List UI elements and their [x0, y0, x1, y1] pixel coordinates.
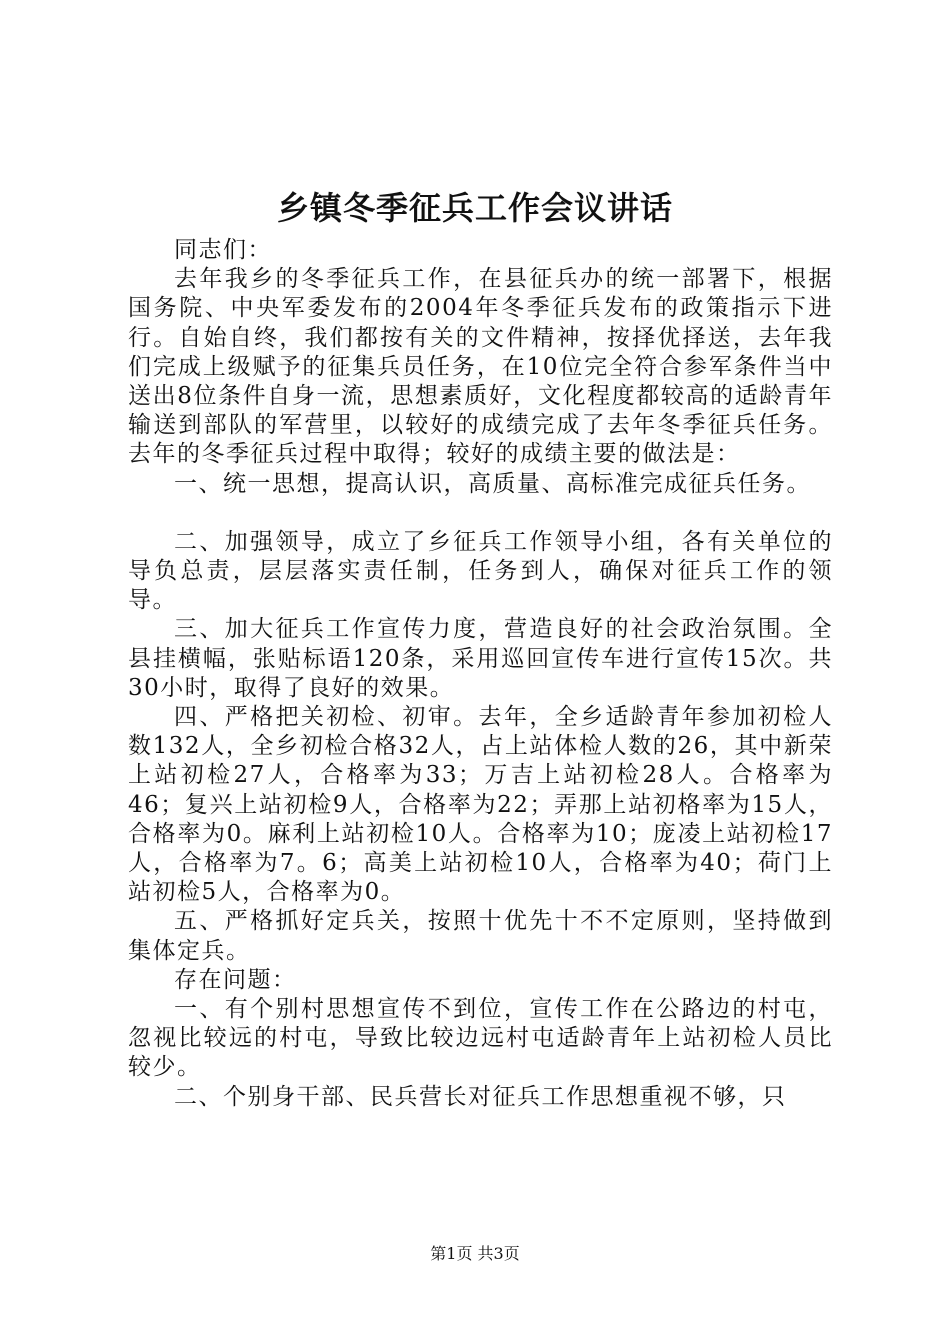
paragraph-point-1: 一、统一思想，提高认识，高质量、高标准完成征兵任务。 [174, 470, 811, 497]
paragraph-point-3: 三、加大征兵工作宣传力度，营造良好的社会政治氛围。全县挂横幅，张贴标语120条，采用巡回宣传车进行宣传15次。共30小时，取得了良好的效果。 [128, 616, 833, 701]
paragraph-point-5: 五、严格抓好定兵关，按照十优先十不不定原则，坚持做到集体定兵。 [128, 908, 833, 964]
problems-heading: 存在问题： [174, 966, 297, 993]
salutation: 同志们： [174, 237, 272, 263]
document-title: 乡镇冬季征兵工作会议讲话 [276, 189, 673, 227]
paragraph-point-4: 四、严格把关初检、初审。去年，全乡适龄青年参加初检人数132人，全乡初检合格32人，占上站体检人数的26，其中新荣上站初检27人，合格率为33；万吉上站初检28人。合格率为46；复兴上站初检9人，合格率为22；弄那上站初格率为15人，合格率为0。麻利上站初检10人。合格率为10；庞凌上站初检17人，合格率为7。6；高美上站初检10人，合格率为40；荷门上站初检5人，合格率为0。 [128, 704, 833, 906]
paragraph-problem-2: 二、个别身干部、民兵营长对征兵工作思想重视不够，只 [174, 1083, 787, 1110]
paragraph-point-2: 二、加强领导，成立了乡征兵工作领导小组，各有关单位的导负总责，层层落实责任制，任务到人，确保对征兵工作的领导。 [128, 528, 833, 614]
page-number-footer: 第1页 共3页 [430, 1244, 520, 1263]
paragraph-intro: 去年我乡的冬季征兵工作，在县征兵办的统一部署下，根据国务院、中央军委发布的2004年冬季征兵发布的政策指示下进行。自始自终，我们都按有关的文件精神，按择优择送，去年我们完成上级赋予的征集兵员任务，在10位完全符合参军条件当中送出8位条件自身一流，思想素质好，文化程度都较高的适龄青年输送到部队的军营里，以较好的成绩完成了去年冬季征兵任务。去年的冬季征兵过程中取得；较好的成绩主要的做法是： [128, 266, 833, 468]
paragraph-problem-1: 一、有个别村思想宣传不到位，宣传工作在公路边的村屯，忽视比较远的村屯，导致比较边远村屯适龄青年上站初检人员比较少。 [128, 996, 833, 1081]
document-body [128, 236, 833, 1112]
